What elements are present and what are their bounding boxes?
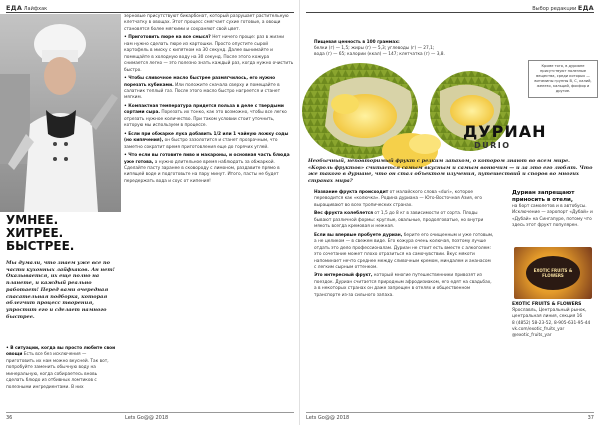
bullet-text: Нет ничего проще: раз в жизни нам нужно сделать пюре из картошки. Просто опустите сырой картофель в миску с кипятком на 30 секунд. Далее вынимайте и помещайте в холодную воду на 30 секунд. После этого кожура снимается легко — это полезно знать каждый раз, когда нужно очистить быстро. — [124, 35, 294, 73]
bullet-lead: • В ситуации, когда вы просто любите свои овощи — [6, 346, 116, 358]
sidebar-text: на борт самолетов и в автобусы. Исключение — аэропорт «Дубай» и «Дубай» на Сингапуре, потому что здесь этот фрукт популярен. — [512, 204, 593, 229]
sidebar-title: Дуриан запрещают приносить в отели, — [512, 190, 575, 203]
lede: Мы думали, что знаем уже все по части кухонных лайфхаков. Ан нет! Оказывается, их еще полно на планете, и каждый реально работает! Перед вами очередная спасательная подборка, которая облегчит процесс творения, упростит его и сделает намного быстрее. — [6, 260, 115, 320]
bullet-paragraph — [124, 35, 294, 74]
bullet-lead: • Компактная температура придется польза в деле с твердыми сортами сыра. — [124, 103, 284, 116]
nutrition-line: вода (г) — 65; калории (ккал) — 147; клетчатка (г) — 3,8. — [314, 52, 445, 58]
left-column-2 — [124, 14, 294, 187]
shop-info — [512, 302, 596, 339]
nutrition-line: белки (г) — 1,5; жиры (г) — 5,3; углеводы (г) — 27,1; — [314, 46, 435, 52]
right-footer-magazine: Lets Go@@ 2018 — [306, 415, 350, 421]
bullet-paragraph — [124, 132, 294, 151]
nutrition-title: Пищевая ценность в 100 граммах: — [314, 40, 400, 45]
paragraph — [314, 273, 494, 299]
bullet-text: Или положите сначала сверху и помещайте в салатник теплый газ. После этого масло быстро нагреется и станет мягким. — [124, 82, 281, 101]
article-subtitle: DURIO — [474, 141, 511, 150]
column-intro: зерновые присутствуют бикарбонат, который разрушает растительную клетчатку в овощах. Этот процесс смягчает сухие готовые, а овощи становятся более мягкими и сохраняют свой цвет. — [124, 14, 289, 32]
shop-line: центральная линия, секция 16 — [512, 314, 583, 320]
paragraph-text: от малайского слова «duri», которое переводится как «колючка». Родина дуриана — Юго-Восточная Азия, его выращивают во всех тропических странах. — [314, 190, 482, 208]
bullet-text: Порезать их тонко, как это возможно, чтобы все легко отрезать нужное количество. При таком условии стоит уточнить, которую мы используем в процессе. — [124, 110, 287, 129]
bullet-paragraph — [6, 346, 116, 391]
bullet-paragraph — [124, 153, 294, 185]
chef-illustration — [0, 14, 121, 212]
paragraph — [314, 233, 494, 272]
left-header-rule — [6, 12, 294, 13]
shop-ad-image — [514, 247, 592, 299]
shop-name: EXOTIC FRUITS & FLOWERS — [512, 302, 582, 307]
chef-photo — [0, 14, 121, 212]
shop-phone: 8 (4852) 58-23-52, 8-905-631-95-44 — [512, 320, 591, 326]
bullet-text: Есть все без исключения — приготовить их нам можно вкусней. Так вот, попробуйте заменить обычную воду на минеральную, когда собираетесь вновь сделать блюдо из отбивных ломтиков с полезными ингредиентами. В них — [6, 352, 109, 390]
bullet-text: он быстро зазолотится и станет прозрачным, что заметно сократит время приготовления еще до горячих углей. — [124, 138, 278, 150]
left-footer-magazine: Lets Go@@ 2018 — [125, 415, 169, 421]
bullet-paragraph — [124, 104, 294, 130]
paragraph — [314, 190, 494, 209]
bullet-lead: • Если при обжарке лука добавить 1/2 или 1 чайную ложку соды (но кипячения), — [124, 131, 289, 144]
article-title: ДУРИАН — [463, 122, 547, 141]
left-header-sub: Лайфхак — [23, 6, 48, 12]
right-page — [300, 0, 600, 425]
left-header-section: ЕДА — [6, 4, 23, 12]
right-page-number: 37 — [587, 415, 594, 421]
paragraph-lead: Название фрукта происходит — [314, 190, 389, 195]
bullet-text: а нужно длительное время наблюдать за обжаркой. Сделайте пасту заранее в сковороду с лимоном, раздавите прямо в кипящей воде и подготовьте на пару минут. Итого, пасты не будет передержать вода и соус от кипения! — [124, 159, 280, 184]
bullet-lead: • Чтобы сливочное масло быстрее размягчилось, его нужно порезать кубиками. — [124, 76, 276, 88]
left-header — [6, 4, 47, 12]
right-footer-rule — [306, 412, 594, 413]
left-footer-rule — [6, 412, 294, 413]
right-main-column — [314, 190, 494, 301]
shop-line: Ярославль, Центральный рынок, — [512, 308, 587, 314]
right-header-rule — [306, 12, 594, 13]
vitamins-callout: Кроме того, в дуриане присутствуют полезные вещества, среди которых — витамины группы B, C, калий, железо, кальций, фосфор и другие. — [528, 60, 598, 98]
bullet-lead: • Приготовить пюре на все смысл? — [124, 35, 211, 41]
paragraph — [314, 211, 494, 230]
right-header-section: ЕДА — [577, 4, 594, 12]
headline: УМНЕЕ. ХИТРЕЕ. БЫСТРЕЕ. — [6, 213, 75, 253]
right-sidebar — [512, 190, 594, 230]
bullet-lead: • Что если вы готовите пиво и макароны, и основная часть блюда уже готова, — [124, 153, 290, 165]
left-page-number: 36 — [6, 415, 13, 421]
right-header — [532, 4, 594, 12]
shop-ad-label: EXOTIC FRUITS & FLOWERS — [526, 256, 580, 290]
right-header-sub: Выбор редакции — [532, 6, 577, 12]
paragraph-lead: Если вы впервые пробуете дуриан, — [314, 232, 403, 238]
paragraph-lead: Вес фрукта колеблется — [314, 211, 373, 217]
paragraph-text: который многие путешественники привозят из поездок. Дуриан считается природным афродизиаком, его едят на свадьбах, а в некоторых странах он даже запрещен в отелях и общественном транспорте из-за сильного запаха. — [314, 273, 492, 298]
article-intro: Необычный, неповторимый фрукт с резким запахом, о котором знают во всем мире. «Король фруктов» считается самым вкусным и самым вонючим — и за это его любят. Что же такого в дуриане, что он стал объектом изучения, путешествий и споров во многих странах мира? — [308, 158, 593, 184]
shop-link[interactable]: vk.com/exotic_fruits_yar — [512, 326, 565, 332]
paragraph-text: берите его очищенным и уже готовым, а не целиком — в свежем виде. Его кожура очень колючая, поэтому лучше отдать это дело профессионалам. Дуриан не стоит есть вместе с алкоголем: это сочетание может плохо отразиться на самочувствии. Вкус мякоти напоминает нечто среднее между сливочным кремом, миндалем и ананасом с легким сырным оттенком. — [314, 232, 494, 270]
shop-handle[interactable]: @exotic_fruits_yar — [512, 333, 552, 339]
left-column-1 — [6, 346, 116, 393]
bullet-paragraph — [124, 76, 294, 102]
paragraph-text: от 1,5 до 8 кг в зависимости от сорта. Плоды бывают различной формы: круглые, овальные, продолговатые, но внутри мякоть всегда кремовая и нежная. — [314, 211, 484, 230]
paragraph-lead: Это интересный фрукт, — [314, 273, 373, 279]
